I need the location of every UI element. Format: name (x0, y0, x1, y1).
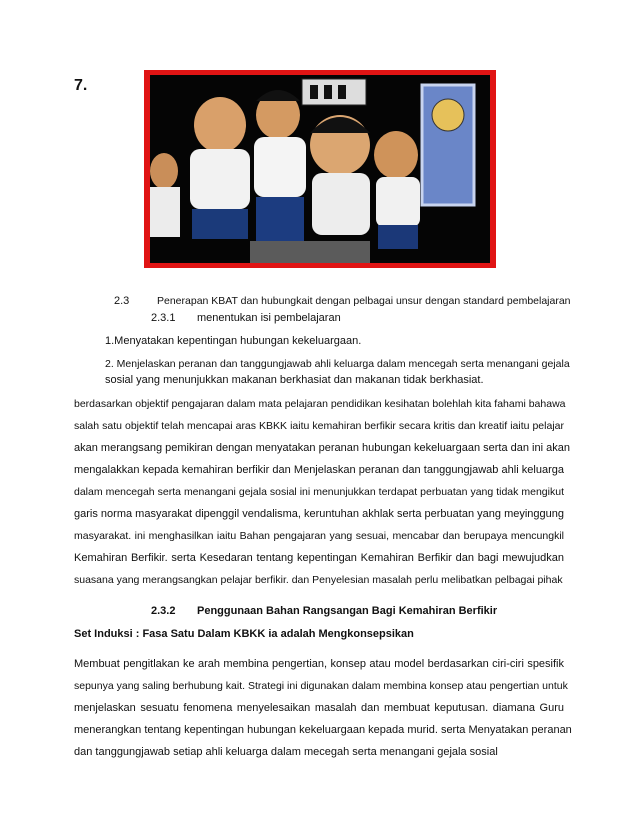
paragraph-1-line-4: mengalakkan kepada kemahiran berfikir dan Menjelaskan peranan dan tanggungjawab ahli keluarga (74, 464, 564, 476)
paragraph-2-line-3: menjelaskan sesuatu fenomena menyelesaikan masalah dan membuat keputusan. diamana Guru (74, 702, 564, 714)
item-number: 7. (74, 77, 88, 94)
cartoon-image (150, 75, 490, 263)
paragraph-1-line-3: akan merangsang pemikiran dengan menyatakan peranan hubungan kekeluargaan serta dan ini akan (74, 442, 570, 454)
list-item-1: 1.Menyatakan kepentingan hubungan kekeluargaan. (105, 335, 362, 347)
paragraph-1-line-5: dalam mencegah serta menangani gejala sosial ini menunjukkan terdapat perbuatan yang tidak mengikut (74, 486, 564, 498)
paragraph-1-line-1: berdasarkan objektif pengajaran dalam mata pelajaran pendidikan kesihatan bolehlah kita fahami bahawa (74, 398, 566, 410)
paragraph-1-line-7: masyarakat. ini menghasilkan iaitu Bahan pengajaran yang sesuai, mencabar dan berupaya mencungkil (74, 530, 564, 542)
paragraph-2-line-1: Membuat pengitlakan ke arah membina pengertian, konsep atau model berdasarkan ciri-ciri spesifik (74, 658, 564, 670)
section-2-3-1-title: menentukan isi pembelajaran (197, 312, 341, 324)
paragraph-1-line-9: suasana yang merangsangkan pelajar berfikir. dan Penyelesian masalah perlu melibatkan pelbagai pihak (74, 574, 563, 586)
section-2-3-2-number: 2.3.2 (151, 605, 176, 617)
paragraph-2-line-4: menerangkan tentang kepentingan hubungan kekeluargaan kepada murid. serta Menyatakan peranan (74, 724, 572, 736)
paragraph-1-line-6: garis norma masyarakat dipenggil vendalisma, keruntuhan akhlak serta perbuatan yang meyinggung (74, 508, 564, 520)
paragraph-2-line-5: dan tanggungjawab setiap ahli keluarga dalam mecegah serta menangani gejala sosial (74, 746, 498, 758)
list-item-2-line-1: 2. Menjelaskan peranan dan tanggungjawab ahli keluarga dalam mencegah serta menangani gejala (105, 358, 570, 370)
section-2-3-2-title: Penggunaan Bahan Rangsangan Bagi Kemahiran Berfikir (197, 605, 498, 617)
section-2-3-1-number: 2.3.1 (151, 312, 176, 324)
cartoon-illustration (144, 70, 496, 268)
paragraph-1-line-2: salah satu objektif telah mencapai aras KBKK iaitu kemahiran berfikir secara kritis dan kreatif iaitu pelajar (74, 420, 564, 432)
paragraph-2-line-2: sepunya yang saling berhubung kait. Strategi ini digunakan dalam membina konsep atau pengertian untuk (74, 680, 568, 692)
set-induksi-heading: Set Induksi : Fasa Satu Dalam KBKK ia adalah Mengkonsepsikan (74, 628, 414, 640)
paragraph-1-line-8: Kemahiran Berfikir. serta Kesedaran tentang kepentingan Kemahiran Berfikir dan bagi mewujudkan (74, 552, 564, 564)
cartoon-students-drawing (150, 75, 490, 263)
list-item-2-line-2: sosial yang menunjukkan makanan berkhasiat dan makanan tidak berkhasiat. (105, 374, 484, 386)
section-2-3-number: 2.3 (114, 295, 130, 307)
section-2-3-title: Penerapan KBAT dan hubungkait dengan pelbagai unsur dengan standard pembelajaran (157, 295, 571, 307)
